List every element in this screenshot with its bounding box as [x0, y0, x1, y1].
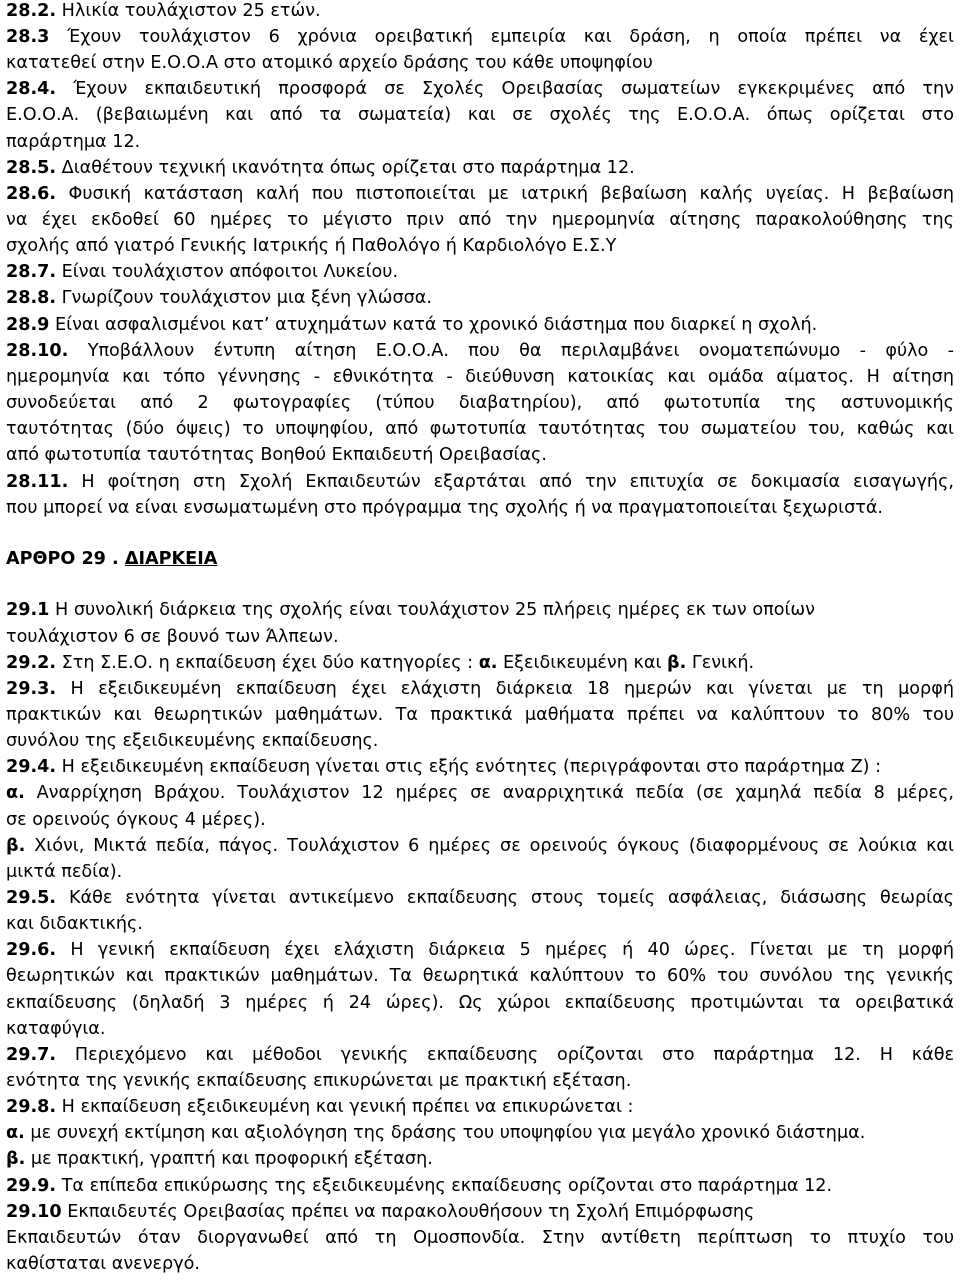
bold-text: 29.8. [6, 1097, 57, 1117]
text: σε ορεινούς όγκους 4 μέρες). [6, 810, 266, 830]
bold-text: α. [6, 783, 25, 803]
text-line [6, 130, 954, 156]
text: Η γενική εκπαίδευση έχει ελάχιστη διάρκεια 5 ημέρες ή 40 ώρες. Γίνεται με τη μορφή [56, 940, 954, 960]
bold-text: β. [6, 836, 26, 856]
bold-text: α. [478, 653, 498, 673]
text-line [6, 391, 954, 417]
text-line [6, 1095, 954, 1121]
text-line [6, 1017, 954, 1043]
text-line [6, 1043, 954, 1069]
text: από φωτοτυπία ταυτότητας Βοηθού Εκπαιδευτή Ορειβασίας. [6, 445, 547, 465]
text: τουλάχιστον 6 σε βουνό των Άλπεων. [6, 627, 339, 647]
text-line [6, 598, 954, 624]
text: σχολής από γιατρό Γενικής Ιατρικής ή Παθολόγο ή Καρδιολόγο Ε.Σ.Υ [6, 236, 617, 256]
text-line [6, 625, 954, 651]
text: Περιεχόμενο και μέθοδοι γενικής εκπαίδευσης ορίζονται στο παράρτημα 12. Η κάθε [56, 1045, 954, 1065]
text: που μπορεί να είναι ενσωματωμένη στο πρόγραμμα της σχολής ή να πραγματοποιείται ξεχωριστά. [6, 498, 884, 518]
bold-text: 28.9 [6, 315, 50, 335]
text-line [6, 182, 954, 208]
bold-text: 29.3. [6, 679, 57, 699]
bold-text: β. [6, 1149, 26, 1169]
text: Είναι τουλάχιστον απόφοιτοι Λυκείου. [56, 262, 399, 282]
text-line [6, 443, 954, 469]
text-line [6, 781, 954, 807]
text-line [6, 677, 954, 703]
text-line [6, 260, 954, 286]
bold-text: 28.2. [6, 1, 57, 21]
text: ενότητα της γενικής εκπαίδευσης επικυρώνεται με πρακτική εξέταση. [6, 1071, 632, 1091]
text: Γνωρίζουν τουλάχιστον μια ξένη γλώσσα. [56, 288, 432, 308]
text-line [6, 1252, 954, 1278]
text: Η φοίτηση στη Σχολή Εκπαιδευτών εξαρτάται από την επιτυχία σε δοκιμασία εισαγωγής, [68, 472, 954, 492]
text-line [6, 470, 954, 496]
text-line [6, 208, 954, 234]
text: Φυσική κατάσταση καλή που πιστοποιείται με ιατρική βεβαίωση καλής υγείας. Η βεβαίωση [56, 184, 954, 204]
text-line [6, 1147, 954, 1173]
bold-text: 29.4. [6, 757, 57, 777]
text-line [6, 860, 954, 886]
bold-text: 29.10 [6, 1202, 62, 1222]
bold-text: ΑΡΘΡΟ 29 . [6, 549, 125, 569]
text-line [6, 417, 954, 443]
text: Ε.Ο.Ο.Α. (βεβαιωμένη και από τα σωματεία) και σε σχολές της Ε.Ο.Ο.Α. όπως ορίζεται στο [6, 105, 954, 125]
bold-text: 28.3 [6, 27, 50, 47]
text-line [6, 834, 954, 860]
text: εκπαίδευσης (δηλαδή 3 ημέρες ή 24 ώρες). Ως χώροι εκπαίδευσης προτιμώνται τα ορειβατικά [6, 993, 954, 1013]
text: συνοδεύεται από 2 φωτογραφίες (τύπου διαβατηρίου), από φωτοτυπία της αστυνομικής [6, 393, 954, 413]
text: παράρτημα 12. [6, 132, 141, 152]
text: Εκπαιδευτών όταν διοργανωθεί από τη Ομοσπονδία. Στην αντίθετη περίπτωση το πτυχίο του [6, 1228, 954, 1248]
text: ταυτότητας (δύο όψεις) το υποψηφίου, από φωτοτυπία ταυτότητας του σωματείου του, καθώς και [6, 419, 954, 439]
text: Χιόνι, Μικτά πεδία, πάγος. Τουλάχιστον 6 ημέρες σε ορεινούς όγκους (διαφορμένους σε λούκια και [25, 836, 954, 856]
text-line [6, 651, 954, 677]
bold-text: 28.11. [6, 472, 69, 492]
text: Είναι ασφαλισμένοι κατ’ ατυχημάτων κατά το χρονικό διάστημα που διαρκεί η σχολή. [49, 315, 818, 335]
text: να έχει εκδοθεί 60 ημέρες το μέγιστο πριν από την ημερομηνία αίτησης παρακολούθησης της [6, 210, 954, 230]
bold-text: 29.9. [6, 1176, 57, 1196]
text-line [6, 729, 954, 755]
text: Γενική. [686, 653, 755, 673]
text: Η εξειδικευμένη εκπαίδευση γίνεται στις εξής ενότητες (περιγράφονται στο παράρτημα Ζ) : [56, 757, 882, 777]
text-line [6, 51, 954, 77]
text: Υποβάλλουν έντυπη αίτηση Ε.Ο.Ο.Α. που θα περιλαμβάνει ονοματεπώνυμο - φύλο - [68, 341, 954, 361]
text: μικτά πεδία). [6, 862, 123, 882]
text-line [6, 286, 954, 312]
bold-text: 29.7. [6, 1045, 57, 1065]
bold-text: 29.2. [6, 653, 57, 673]
text-line [6, 1121, 954, 1147]
text-line [6, 234, 954, 260]
text-line [6, 912, 954, 938]
text: κατατεθεί στην Ε.Ο.Ο.Α στο ατομικό αρχείο δράσης του κάθε υποψηφίου [6, 53, 653, 73]
bold-text: 29.6. [6, 940, 57, 960]
text-line [6, 156, 954, 182]
text-line [6, 313, 954, 339]
text-line [6, 1174, 954, 1200]
text: Εξειδικευμένη και [497, 653, 668, 673]
text: Κάθε ενότητα γίνεται αντικείμενο εκπαίδευσης στους τομείς ασφάλειας, διάσωσης θεωρίας [56, 888, 954, 908]
text-line [6, 103, 954, 129]
text: Αναρρίχηση Βράχου. Τουλάχιστον 12 ημέρες σε αναρριχητικά πεδία (σε χαμηλά πεδία 8 μέρες, [24, 783, 954, 803]
text: και διδακτικής. [6, 914, 143, 934]
text: Διαθέτουν τεχνική ικανότητα όπως ορίζεται στο παράρτημα 12. [56, 158, 635, 178]
text: θεωρητικών και πρακτικών μαθημάτων. Τα θεωρητικά καλύπτουν το 60% του συνόλου της γενικής [6, 966, 954, 986]
text: πρακτικών και θεωρητικών μαθημάτων. Τα πρακτικά μαθήματα πρέπει να καλύπτουν το 80% του [6, 705, 954, 725]
text: ημερομηνία και τόπο γέννησης - εθνικότητα - διεύθυνση κατοικίας και ομάδα αίματος. Η αίτηση [6, 367, 954, 387]
bold-text: β. [667, 653, 687, 673]
text: Η συνολική διάρκεια της σχολής είναι τουλάχιστον 25 πλήρεις ημέρες εκ των οποίων [49, 600, 815, 620]
text: καταφύγια. [6, 1019, 106, 1039]
text: Ηλικία τουλάχιστον 25 ετών. [56, 1, 321, 21]
text-line [6, 1069, 954, 1095]
text-line [6, 25, 954, 51]
text-line [6, 964, 954, 990]
bold-text: 29.5. [6, 888, 57, 908]
text-line [6, 77, 954, 103]
text-line [6, 496, 954, 522]
bold-text: ΔΙΑΡΚΕΙΑ [124, 549, 218, 569]
bold-text: 29.1 [6, 600, 50, 620]
bold-text: 28.6. [6, 184, 57, 204]
text-line [6, 365, 954, 391]
text-line [6, 1200, 954, 1226]
text: Στη Σ.Ε.Ο. η εκπαίδευση έχει δύο κατηγορίες : [56, 653, 479, 673]
bold-text: 28.5. [6, 158, 57, 178]
text-line [6, 0, 954, 25]
text-line [6, 808, 954, 834]
text-line [6, 991, 954, 1017]
text: Τα επίπεδα επικύρωσης της εξειδικευμένης εκπαίδευσης ορίζονται στο παράρτημα 12. [56, 1176, 833, 1196]
text: Εκπαιδευτές Ορειβασίας πρέπει να παρακολουθήσουν τη Σχολή Επιμόρφωσης [61, 1202, 755, 1222]
text-line [6, 703, 954, 729]
bold-text: 28.8. [6, 288, 57, 308]
text-line [6, 1226, 954, 1252]
text: με πρακτική, γραπτή και προφορική εξέταση. [25, 1149, 433, 1169]
text-line [6, 886, 954, 912]
text-line [6, 938, 954, 964]
bold-text: α. [6, 1123, 25, 1143]
bold-text: 28.4. [6, 79, 57, 99]
text: συνόλου της εξειδικευμένης εκπαίδευσης. [6, 731, 379, 751]
text: Η εκπαίδευση εξειδικευμένη και γενική πρέπει να επικυρώνεται : [56, 1097, 634, 1117]
text: Έχουν τουλάχιστον 6 χρόνια ορειβατική εμπειρία και δράση, η οποία πρέπει να έχει [49, 27, 954, 47]
text-line [6, 339, 954, 365]
bold-text: 28.10. [6, 341, 69, 361]
bold-text: 28.7. [6, 262, 57, 282]
text: με συνεχή εκτίμηση και αξιολόγηση της δράσης του υποψηφίου για μεγάλο χρονικό διάστημα. [24, 1123, 866, 1143]
text: Η εξειδικευμένη εκπαίδευση έχει ελάχιστη διάρκεια 18 ημερών και γίνεται με τη μορφή [56, 679, 954, 699]
text-line [6, 547, 954, 573]
text-line [6, 755, 954, 781]
text: Έχουν εκπαιδευτική προσφορά σε Σχολές Ορειβασίας σωματείων εγκεκριμένες από την [56, 79, 954, 99]
text: καθίσταται ανενεργό. [6, 1254, 200, 1274]
